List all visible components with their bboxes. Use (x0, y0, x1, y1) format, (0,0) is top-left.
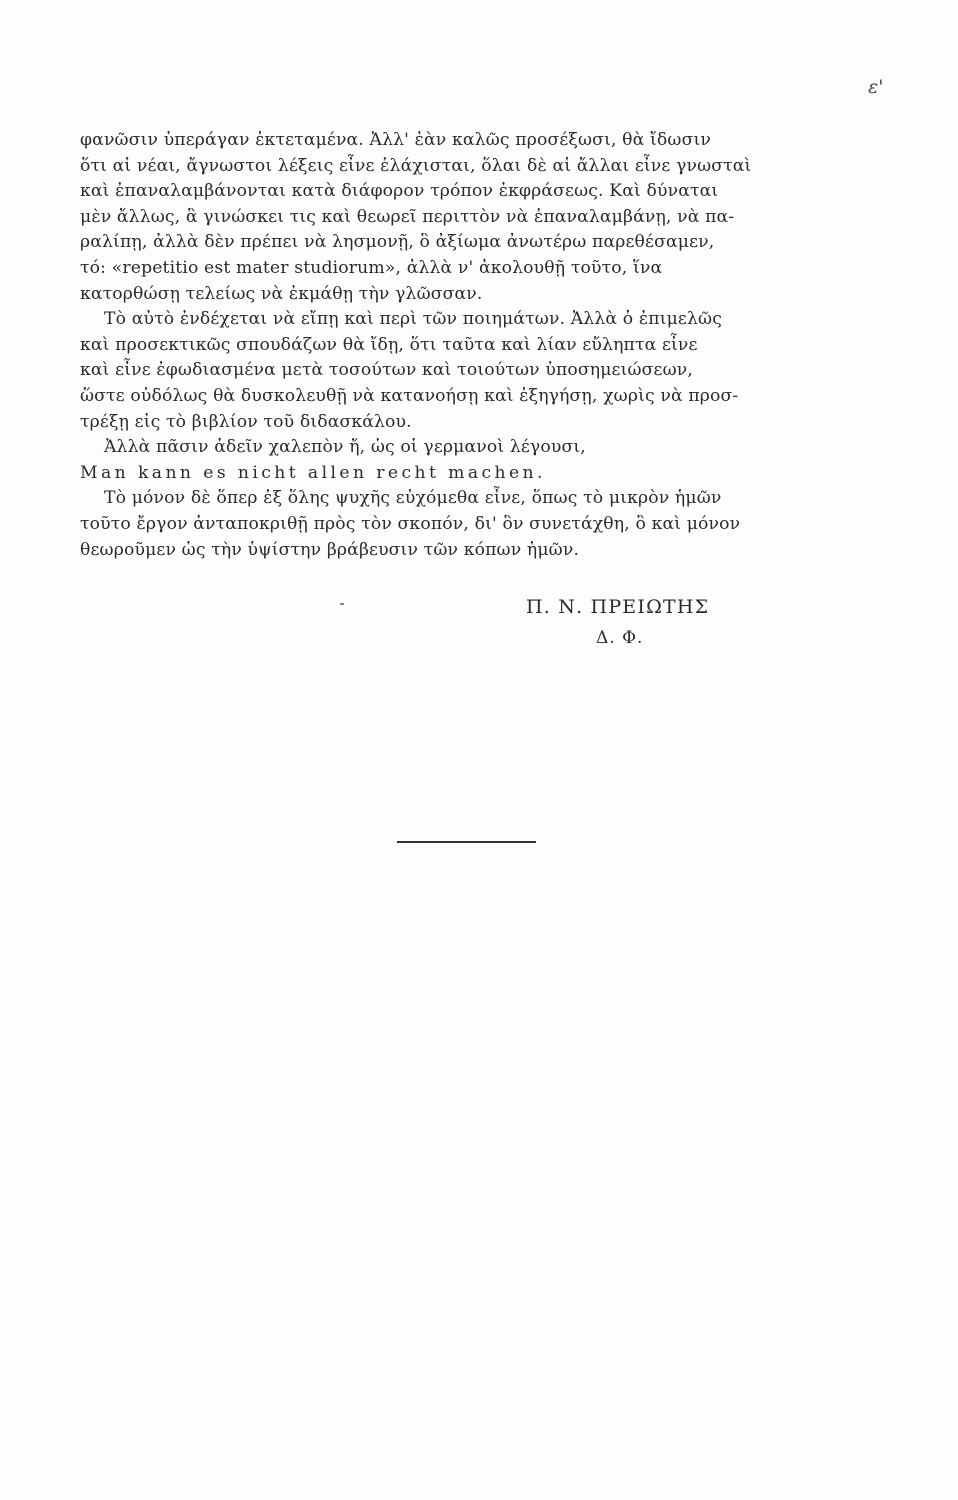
text-line: μὲν ἄλλως, ἃ γινώσκει τις καὶ θεωρεῖ περιττὸν νὰ ἐπαναλαμβάνῃ, νὰ πα- (80, 206, 735, 227)
signature-title: Δ. Φ. (596, 628, 644, 648)
text-line: θεωροῦμεν ὡς τὴν ὑψίστην βράβευσιν τῶν κόπων ἡμῶν. (80, 539, 580, 560)
text-line: κατορθώσῃ τελείως νὰ ἐκμάθῃ τὴν γλῶσσαν. (80, 283, 483, 304)
text-line: τρέξῃ εἰς τὸ βιβλίον τοῦ διδασκάλου. (80, 411, 412, 432)
section-divider (397, 841, 536, 843)
text-line: Τὸ αὐτὸ ἐνδέχεται νὰ εἴπῃ καὶ περὶ τῶν ποιημάτων. Ἀλλὰ ὁ ἐπιμελῶς (104, 309, 722, 330)
signature-name: Π. Ν. ΠΡΕΙΩΤΗΣ (526, 596, 710, 618)
quote-line: Ἀλλὰ πᾶσιν ἁδεῖν χαλεπὸν ἤ, ὡς οἱ γερμανοὶ λέγουσι, (104, 437, 586, 458)
text-line: τό: «repetitio est mater studiorum», ἀλλὰ ν' ἀκολουθῇ τοῦτο, ἵνα (80, 257, 663, 278)
text-line: καὶ εἶνε ἐφωδιασμένα μετὰ τοσούτων καὶ τοιούτων ὑποσημειώσεων, (80, 360, 693, 381)
text-line: ὥστε οὐδόλως θὰ δυσκολευθῇ νὰ κατανοήσῃ καὶ ἐξηγήσῃ, χωρὶς νὰ προσ- (80, 385, 739, 406)
text-line: ραλίπῃ, ἀλλὰ δὲν πρέπει νὰ λησμονῇ, ὃ ἀξίωμα ἀνωτέρω παρεθέσαμεν, (80, 232, 715, 253)
text-line: φανῶσιν ὑπεράγαν ἐκτεταμένα. Ἀλλ' ἐὰν καλῶς προσέξωσι, θὰ ἴδωσιν (80, 130, 711, 150)
page-number: ε' (868, 76, 884, 98)
quote-line-german: Man kann es nicht allen recht machen. (80, 462, 546, 483)
text-line: ὅτι αἱ νέαι, ἄγνωστοι λέξεις εἶνε ἐλάχισται, ὅλαι δὲ αἱ ἄλλαι εἶνε γνωσταὶ (80, 155, 752, 176)
text-line: καὶ ἐπαναλαμβάνονται κατὰ διάφορον τρόπον ἐκφράσεως. Καὶ δύναται (80, 181, 719, 202)
text-line: Τὸ μόνον δὲ ὅπερ ἐξ ὅλης ψυχῆς εὐχόμεθα εἶνε, ὅπως τὸ μικρὸν ἡμῶν (104, 488, 722, 509)
body-text (80, 128, 820, 563)
text-line: τοῦτο ἔργον ἀνταποκριθῇ πρὸς τὸν σκοπόν, δι' ὃν συνετάχθη, ὃ καὶ μόνον (80, 513, 741, 534)
text-line: καὶ προσεκτικῶς σπουδάζων θὰ ἴδῃ, ὅτι ταῦτα καὶ λίαν εὔληπτα εἶνε (80, 334, 698, 355)
print-speck (340, 603, 344, 605)
